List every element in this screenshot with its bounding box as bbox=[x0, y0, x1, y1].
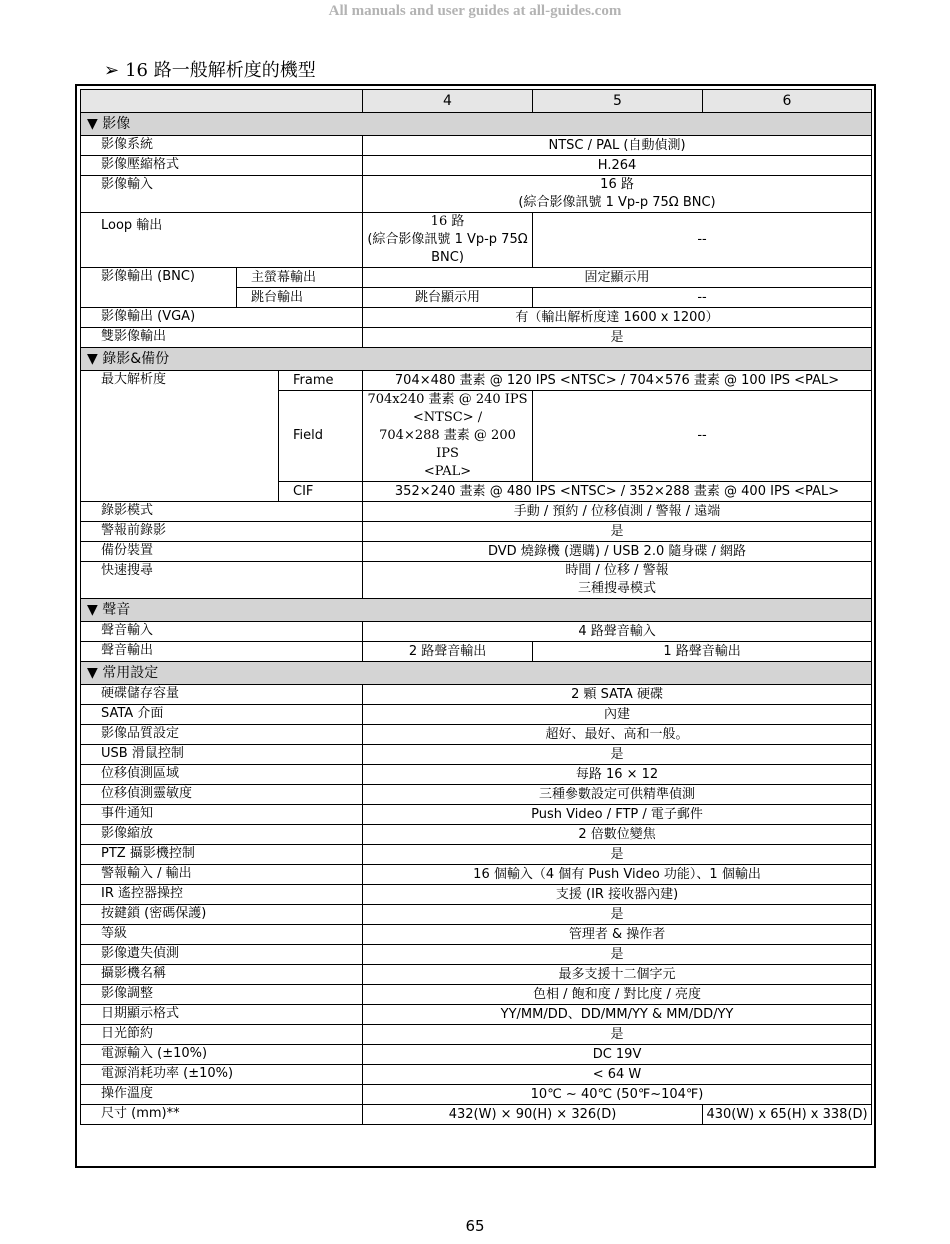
table-row bbox=[81, 965, 872, 985]
row-value: 10℃ ~ 40℃ (50℉~104℉) bbox=[363, 1085, 872, 1105]
table-row bbox=[81, 885, 872, 905]
spec-table bbox=[80, 89, 872, 1125]
row-value: 超好、最好、高和一般。 bbox=[363, 725, 872, 745]
row-value: 4 路聲音輸入 bbox=[363, 622, 872, 642]
spec-table-frame bbox=[75, 84, 876, 1168]
row-label: USB 滑鼠控制 bbox=[81, 745, 363, 765]
row-value: 支援 (IR 接收器內建) bbox=[363, 885, 872, 905]
row-label: 影像壓縮格式 bbox=[81, 156, 363, 176]
row-value-other: 430(W) x 65(H) x 338(D) bbox=[703, 1105, 872, 1125]
table-row bbox=[81, 308, 872, 328]
row-label: 等級 bbox=[81, 925, 363, 945]
value-line: 三種搜尋模式 bbox=[578, 581, 657, 596]
table-row bbox=[81, 136, 872, 156]
row-value: 三種參數設定可供精準偵測 bbox=[363, 785, 872, 805]
row-label: 聲音輸出 bbox=[81, 642, 363, 662]
row-label: 錄影模式 bbox=[81, 502, 363, 522]
row-label: 警報輸入 / 輸出 bbox=[81, 865, 363, 885]
table-row bbox=[81, 765, 872, 785]
table-row bbox=[81, 685, 872, 705]
value-line: (綜合影像訊號 1 Vp-p 75Ω BNC) bbox=[518, 195, 716, 210]
section-row bbox=[81, 662, 872, 685]
table-row bbox=[81, 785, 872, 805]
row-label: 影像輸入 bbox=[81, 176, 363, 213]
row-value: 是 bbox=[363, 328, 872, 348]
row-value: DC 19V bbox=[363, 1045, 872, 1065]
section-row bbox=[81, 113, 872, 136]
row-value: 是 bbox=[363, 945, 872, 965]
row-label: 位移偵測靈敏度 bbox=[81, 785, 363, 805]
row-label: IR 遙控器操控 bbox=[81, 885, 363, 905]
section-audio: ▼ 聲音 bbox=[81, 599, 872, 622]
table-row bbox=[81, 1005, 872, 1025]
row-label: 聲音輸入 bbox=[81, 622, 363, 642]
table-row bbox=[81, 985, 872, 1005]
table-row bbox=[81, 825, 872, 845]
row-value: 內建 bbox=[363, 705, 872, 725]
value-line: 時間 / 位移 / 警報 bbox=[565, 563, 669, 578]
sub-label: CIF bbox=[279, 482, 363, 502]
table-row bbox=[81, 176, 872, 213]
row-value-other: -- bbox=[533, 391, 872, 482]
table-row bbox=[81, 1065, 872, 1085]
table-row bbox=[81, 502, 872, 522]
col-header-5: 5 bbox=[533, 90, 703, 113]
table-row bbox=[81, 1105, 872, 1125]
header-blank-cell bbox=[81, 90, 363, 113]
value-line: 16 路 bbox=[600, 177, 634, 192]
table-row bbox=[81, 542, 872, 562]
row-label: 快速搜尋 bbox=[81, 562, 363, 599]
value-line: 704×288 畫素 @ 200 IPS bbox=[379, 428, 516, 461]
row-value: 16 個輸入（4 個有 Push Video 功能）、1 個輸出 bbox=[363, 865, 872, 885]
row-value: 最多支援十二個字元 bbox=[363, 965, 872, 985]
table-row bbox=[81, 845, 872, 865]
row-label: 事件通知 bbox=[81, 805, 363, 825]
row-value: 色相 / 飽和度 / 對比度 / 亮度 bbox=[363, 985, 872, 1005]
row-label: 日期顯示格式 bbox=[81, 1005, 363, 1025]
row-value-other: 1 路聲音輸出 bbox=[533, 642, 872, 662]
row-value: NTSC / PAL (自動偵測) bbox=[363, 136, 872, 156]
row-value: 704×480 畫素 @ 120 IPS <NTSC> / 704×576 畫素 @ 100 IPS <PAL> bbox=[363, 371, 872, 391]
row-value: 每路 16 × 12 bbox=[363, 765, 872, 785]
row-label: PTZ 攝影機控制 bbox=[81, 845, 363, 865]
row-value: 432(W) × 90(H) × 326(D) bbox=[363, 1105, 703, 1125]
row-value: 是 bbox=[363, 905, 872, 925]
table-row bbox=[81, 1025, 872, 1045]
table-row bbox=[81, 705, 872, 725]
row-value: YY/MM/DD、DD/MM/YY & MM/DD/YY bbox=[363, 1005, 872, 1025]
table-row bbox=[81, 945, 872, 965]
section-video: ▼ 影像 bbox=[81, 113, 872, 136]
row-label: 最大解析度 bbox=[81, 371, 279, 502]
header-row bbox=[81, 90, 872, 113]
table-row bbox=[81, 642, 872, 662]
row-label: 電源消耗功率 (±10%) bbox=[81, 1065, 363, 1085]
page-number: 65 bbox=[465, 1217, 485, 1235]
row-label: 影像品質設定 bbox=[81, 725, 363, 745]
table-row bbox=[81, 925, 872, 945]
page-heading bbox=[104, 56, 316, 82]
row-value: 跳台顯示用 bbox=[363, 288, 533, 308]
section-general: ▼ 常用設定 bbox=[81, 662, 872, 685]
table-row bbox=[81, 328, 872, 348]
row-label: Loop 輸出 bbox=[81, 213, 363, 268]
table-row bbox=[81, 522, 872, 542]
value-line: <PAL> bbox=[423, 464, 472, 479]
table-row bbox=[81, 1045, 872, 1065]
row-value: 是 bbox=[363, 745, 872, 765]
row-label: 影像系統 bbox=[81, 136, 363, 156]
col-header-4: 4 bbox=[363, 90, 533, 113]
table-row bbox=[81, 865, 872, 885]
sub-label: Frame bbox=[279, 371, 363, 391]
row-value: 手動 / 預約 / 位移偵測 / 警報 / 遠端 bbox=[363, 502, 872, 522]
row-label: 警報前錄影 bbox=[81, 522, 363, 542]
row-label: 硬碟儲存容量 bbox=[81, 685, 363, 705]
table-row bbox=[81, 725, 872, 745]
row-label: 影像輸出 (BNC) bbox=[81, 268, 237, 308]
row-label: 電源輸入 (±10%) bbox=[81, 1045, 363, 1065]
row-value: DVD 燒錄機 (選購) / USB 2.0 隨身碟 / 網路 bbox=[363, 542, 872, 562]
table-row bbox=[81, 156, 872, 176]
row-value: 有（輸出解析度達 1600 x 1200） bbox=[363, 308, 872, 328]
row-label: 影像縮放 bbox=[81, 825, 363, 845]
value-line: 704x240 畫素 @ 240 IPS bbox=[367, 392, 528, 407]
sub-label: 跳台輸出 bbox=[237, 288, 363, 308]
row-label: 位移偵測區域 bbox=[81, 765, 363, 785]
section-record: ▼ 錄影&備份 bbox=[81, 348, 872, 371]
row-value: < 64 W bbox=[363, 1065, 872, 1085]
watermark: All manuals and user guides at all-guides.com bbox=[328, 3, 622, 19]
row-label: 備份裝置 bbox=[81, 542, 363, 562]
sub-label: 主螢幕輸出 bbox=[237, 268, 363, 288]
row-value: 管理者 & 操作者 bbox=[363, 925, 872, 945]
row-value-other: -- bbox=[533, 213, 872, 268]
table-row bbox=[81, 905, 872, 925]
row-label: SATA 介面 bbox=[81, 705, 363, 725]
heading-text: 16 路一般解析度的機型 bbox=[125, 60, 316, 81]
row-label: 雙影像輸出 bbox=[81, 328, 363, 348]
row-value: H.264 bbox=[363, 156, 872, 176]
value-line: 16 路 bbox=[430, 214, 465, 229]
table-row bbox=[81, 268, 872, 288]
section-row bbox=[81, 599, 872, 622]
row-label: 操作溫度 bbox=[81, 1085, 363, 1105]
row-value: 是 bbox=[363, 522, 872, 542]
row-value: 2 倍數位變焦 bbox=[363, 825, 872, 845]
row-label: 影像調整 bbox=[81, 985, 363, 1005]
row-label: 尺寸 (mm)** bbox=[81, 1105, 363, 1125]
row-label: 日光節約 bbox=[81, 1025, 363, 1045]
arrow-bullet-icon: ➢ bbox=[104, 60, 120, 81]
row-value: 固定顯示用 bbox=[363, 268, 872, 288]
row-value-other: -- bbox=[533, 288, 872, 308]
table-row bbox=[81, 805, 872, 825]
section-row bbox=[81, 348, 872, 371]
row-value: 是 bbox=[363, 845, 872, 865]
sub-label: Field bbox=[279, 391, 363, 482]
row-value: 是 bbox=[363, 1025, 872, 1045]
row-value: 352×240 畫素 @ 480 IPS <NTSC> / 352×288 畫素 @ 400 IPS <PAL> bbox=[363, 482, 872, 502]
row-value bbox=[363, 176, 872, 213]
value-line: (綜合影像訊號 1 Vp-p 75Ω bbox=[367, 232, 528, 247]
table-row bbox=[81, 745, 872, 765]
row-value: 2 顆 SATA 硬碟 bbox=[363, 685, 872, 705]
table-row bbox=[81, 1085, 872, 1105]
row-label: 按鍵鎖 (密碼保護) bbox=[81, 905, 363, 925]
row-value bbox=[363, 391, 533, 482]
table-row bbox=[81, 622, 872, 642]
row-label: 攝影機名稱 bbox=[81, 965, 363, 985]
table-row bbox=[81, 213, 872, 268]
row-value bbox=[363, 213, 533, 268]
row-value bbox=[363, 562, 872, 599]
row-value: 2 路聲音輸出 bbox=[363, 642, 533, 662]
row-label: 影像輸出 (VGA) bbox=[81, 308, 363, 328]
value-line: BNC) bbox=[431, 250, 464, 265]
table-row bbox=[81, 562, 872, 599]
row-label: 影像遺失偵測 bbox=[81, 945, 363, 965]
col-header-6: 6 bbox=[703, 90, 872, 113]
value-line: <NTSC> / bbox=[412, 410, 483, 425]
row-value: Push Video / FTP / 電子郵件 bbox=[363, 805, 872, 825]
table-row bbox=[81, 371, 872, 391]
